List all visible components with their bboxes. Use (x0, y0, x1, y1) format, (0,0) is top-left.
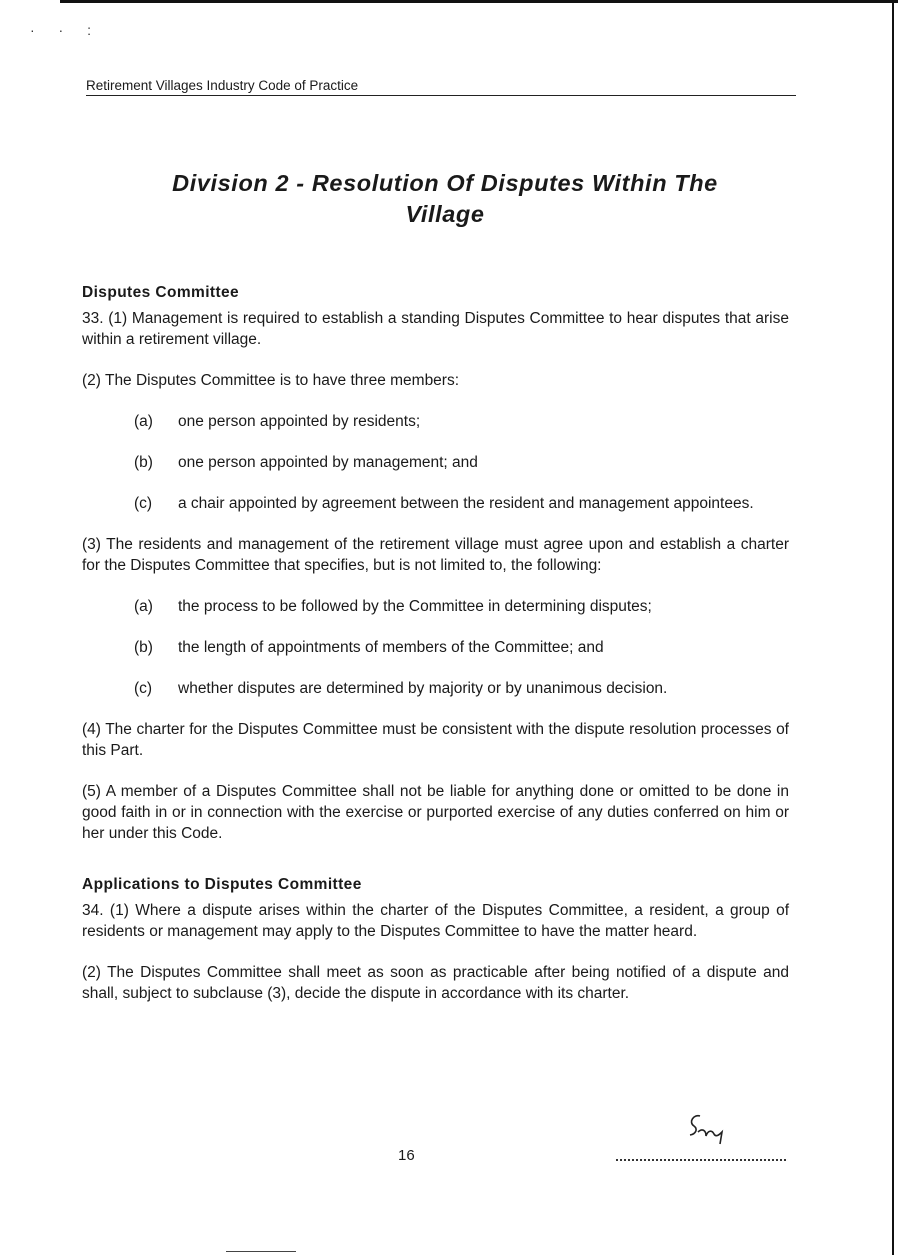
division-title-line-1: Division 2 - Resolution Of Disputes Within The (172, 170, 718, 196)
signature-mark (684, 1108, 736, 1148)
division-title (95, 168, 795, 230)
paragraph-33-1: 33. (1) Management is required to establish a standing Disputes Committee to hear disputes that arise within a retirement village. (82, 310, 789, 348)
section-applications (82, 876, 789, 1004)
list-text: whether disputes are determined by majority or by unanimous decision. (178, 680, 668, 697)
page-number: 16 (398, 1147, 415, 1164)
paragraph-34-1: 34. (1) Where a dispute arises within the charter of the Disputes Committee, a resident, a group of residents or management may apply to the Disputes Committee to have the matter heard. (82, 902, 789, 940)
running-header: Retirement Villages Industry Code of Practice (86, 78, 796, 96)
list-label: (c) (134, 495, 153, 512)
paragraph-33-2: (2) The Disputes Committee is to have three members: (82, 372, 460, 389)
list-text: the process to be followed by the Committee in determining disputes; (178, 598, 652, 615)
paragraph-34-2: (2) The Disputes Committee shall meet as soon as practicable after being notified of a dispute and shall, subject to subclause (3), decide the dispute in accordance with its charter. (82, 964, 789, 1002)
scan-border-top (60, 0, 898, 3)
list-label: (a) (134, 598, 153, 615)
list-label: (b) (134, 454, 153, 471)
section-heading: Applications to Disputes Committee (82, 876, 362, 893)
scan-border-right (892, 0, 894, 1255)
scan-artifact (226, 1251, 296, 1252)
list-item (134, 493, 789, 514)
list-text: one person appointed by management; and (178, 454, 478, 471)
list-item (134, 637, 789, 658)
list-item (134, 678, 789, 699)
charter-list (134, 596, 789, 699)
document-body (82, 284, 789, 1024)
list-item (134, 452, 789, 473)
scan-artifact: · · : (30, 22, 101, 38)
members-list (134, 411, 789, 514)
paragraph-33-4: (4) The charter for the Disputes Committee must be consistent with the dispute resolution processes of this Part. (82, 721, 789, 759)
section-heading: Disputes Committee (82, 284, 240, 301)
list-label: (a) (134, 413, 153, 430)
paragraph-33-3: (3) The residents and management of the retirement village must agree upon and establish a charter for the Disputes Committee that specifies, but is not limited to, the following: (82, 536, 789, 574)
list-label: (c) (134, 680, 153, 697)
list-text: the length of appointments of members of the Committee; and (178, 639, 604, 656)
list-item (134, 411, 789, 432)
signature-line (616, 1159, 786, 1161)
list-label: (b) (134, 639, 153, 656)
division-title-line-2: Village (405, 201, 485, 227)
paragraph-33-5: (5) A member of a Disputes Committee shall not be liable for anything done or omitted to be done in good faith in or in connection with the exercise or purported exercise of any duties conferred on him or her under this Code. (82, 783, 789, 842)
section-disputes-committee (82, 284, 789, 844)
signature-initials (684, 1108, 736, 1153)
list-item (134, 596, 789, 617)
list-text: one person appointed by residents; (178, 413, 421, 430)
list-text: a chair appointed by agreement between the resident and management appointees. (178, 495, 754, 512)
